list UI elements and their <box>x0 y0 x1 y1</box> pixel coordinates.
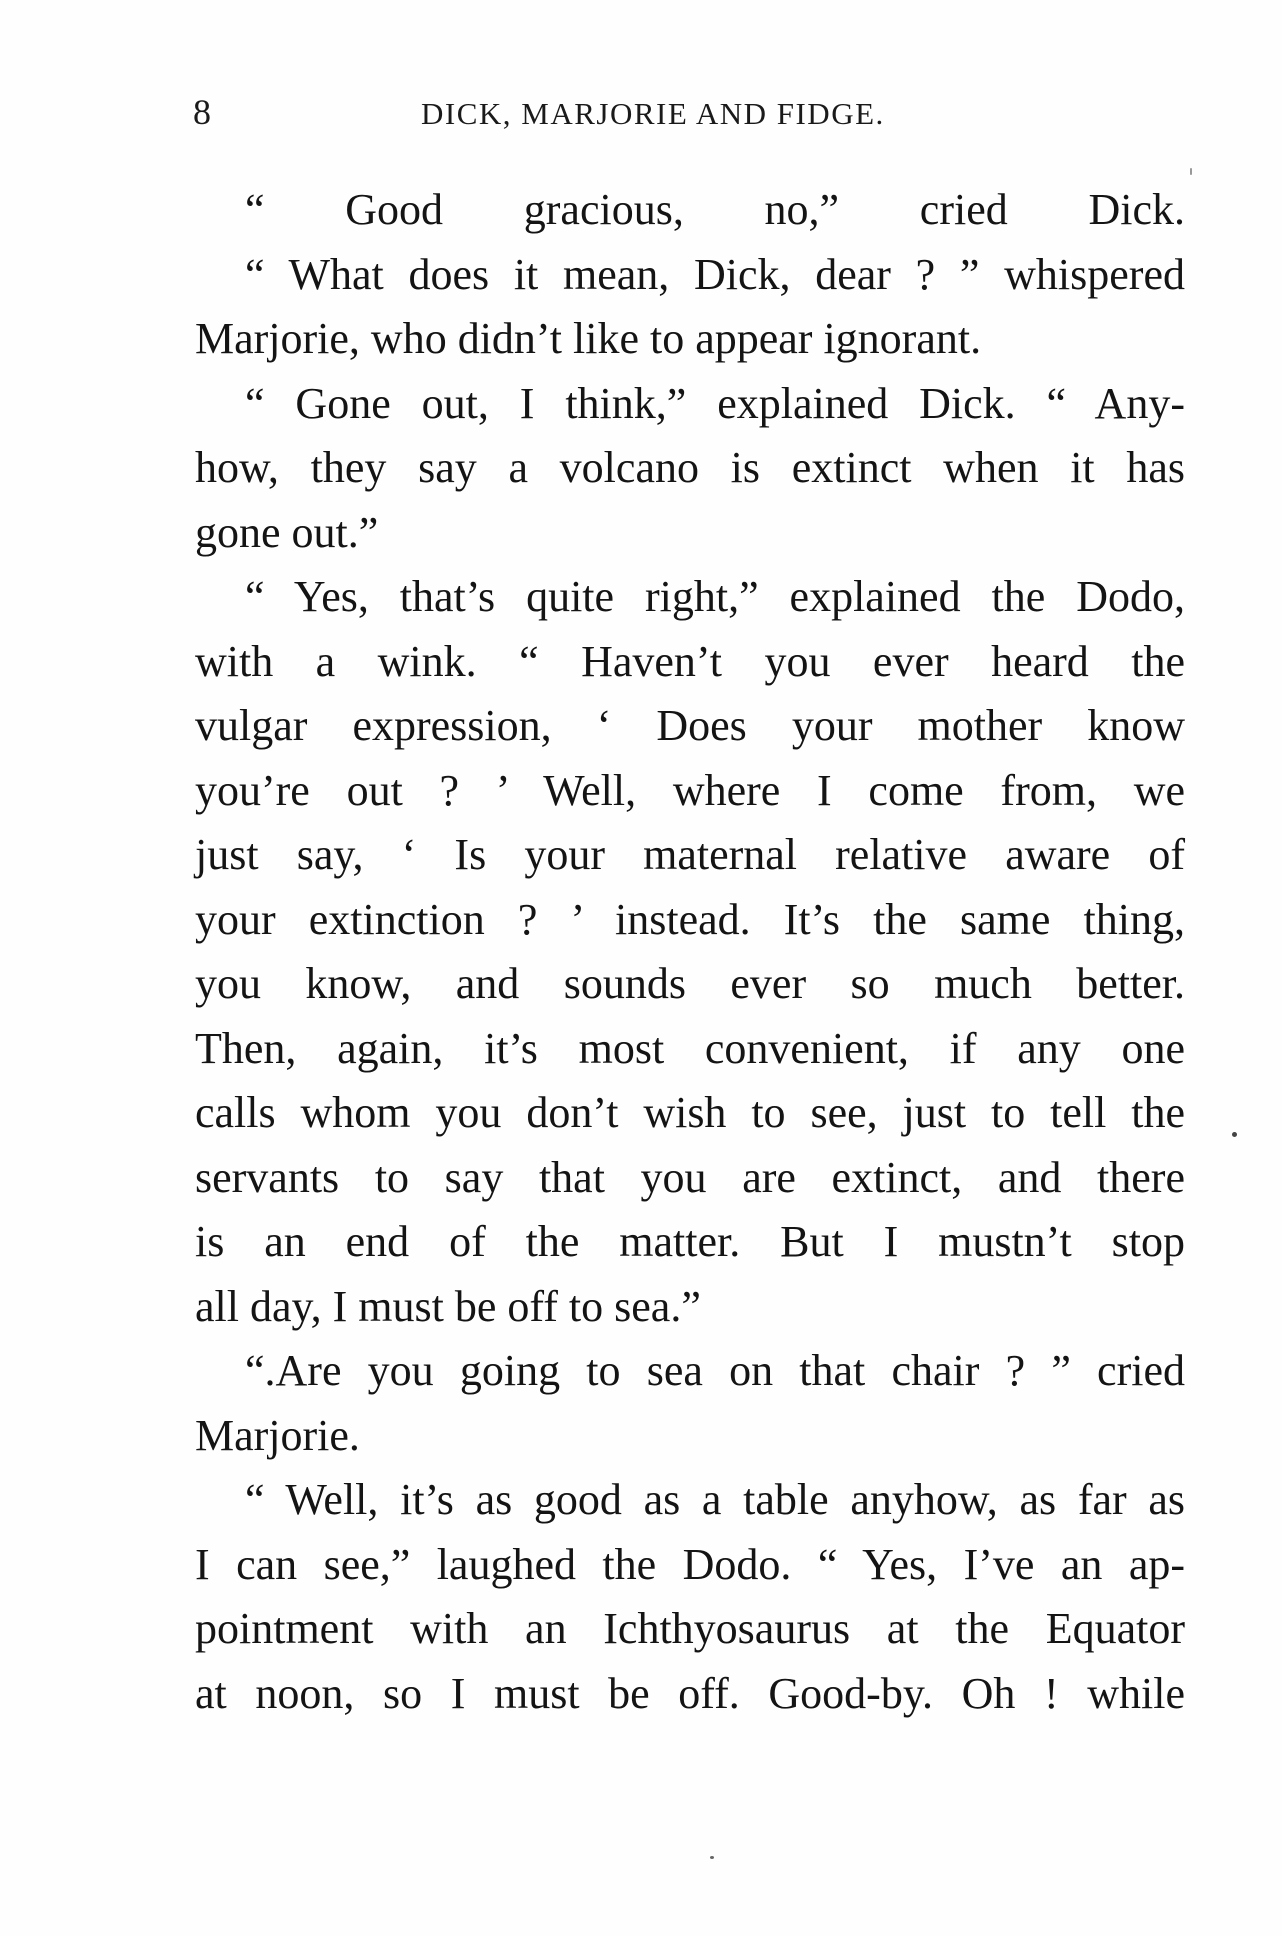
page-header <box>193 92 1183 132</box>
print-speck <box>1190 168 1192 175</box>
text-line: “.Are you going to sea on that chair ? ” cried <box>245 1346 1185 1395</box>
text-line: Marjorie. <box>195 1410 360 1460</box>
text-line: “ Yes, that’s quite right,” explained the Dodo, <box>245 572 1185 621</box>
text-line: with a wink. “ Haven’t you ever heard the <box>195 636 1185 686</box>
page-number: 8 <box>193 92 211 132</box>
text-line: all day, I must be off to sea.” <box>195 1281 701 1331</box>
text-line: is an end of the matter. But I mustn’t stop <box>195 1217 1185 1266</box>
text-line: just say, ‘ Is your maternal relative aware of <box>195 830 1185 879</box>
text-line: Then, again, it’s most convenient, if any one <box>195 1023 1185 1073</box>
text-line: “ Good gracious, no,” cried Dick. <box>245 185 1185 234</box>
text-line: vulgar expression, ‘ Does your mother know <box>195 701 1185 750</box>
text-line: gone out.” <box>195 507 379 557</box>
text-line: pointment with an Ichthyosaurus at the Equator <box>195 1604 1185 1653</box>
text-line: I can see,” laughed the Dodo. “ Yes, I’ve an ap- <box>195 1539 1185 1589</box>
text-line: you’re out ? ’ Well, where I come from, we <box>195 765 1185 815</box>
text-line: how, they say a volcano is extinct when it has <box>195 443 1185 492</box>
text-line: your extinction ? ’ instead. It’s the same thing, <box>195 894 1185 944</box>
text-line: servants to say that you are extinct, and there <box>195 1152 1185 1202</box>
text-line: you know, and sounds ever so much better. <box>195 959 1185 1008</box>
body-text <box>195 178 1185 1726</box>
text-line: “ What does it mean, Dick, dear ? ” whispered <box>245 249 1185 299</box>
print-speck <box>710 1856 714 1859</box>
print-speck <box>1232 1132 1237 1137</box>
text-line: Marjorie, who didn’t like to appear ignorant. <box>195 314 982 363</box>
text-line: calls whom you don’t wish to see, just to tell the <box>195 1088 1185 1137</box>
text-line: at noon, so I must be off. Good-by. Oh ! while <box>195 1668 1185 1718</box>
running-title: DICK, MARJORIE AND FIDGE. <box>421 96 885 131</box>
text-line: “ Gone out, I think,” explained Dick. “ Any- <box>245 378 1185 428</box>
text-line: “ Well, it’s as good as a table anyhow, as far as <box>245 1475 1185 1524</box>
